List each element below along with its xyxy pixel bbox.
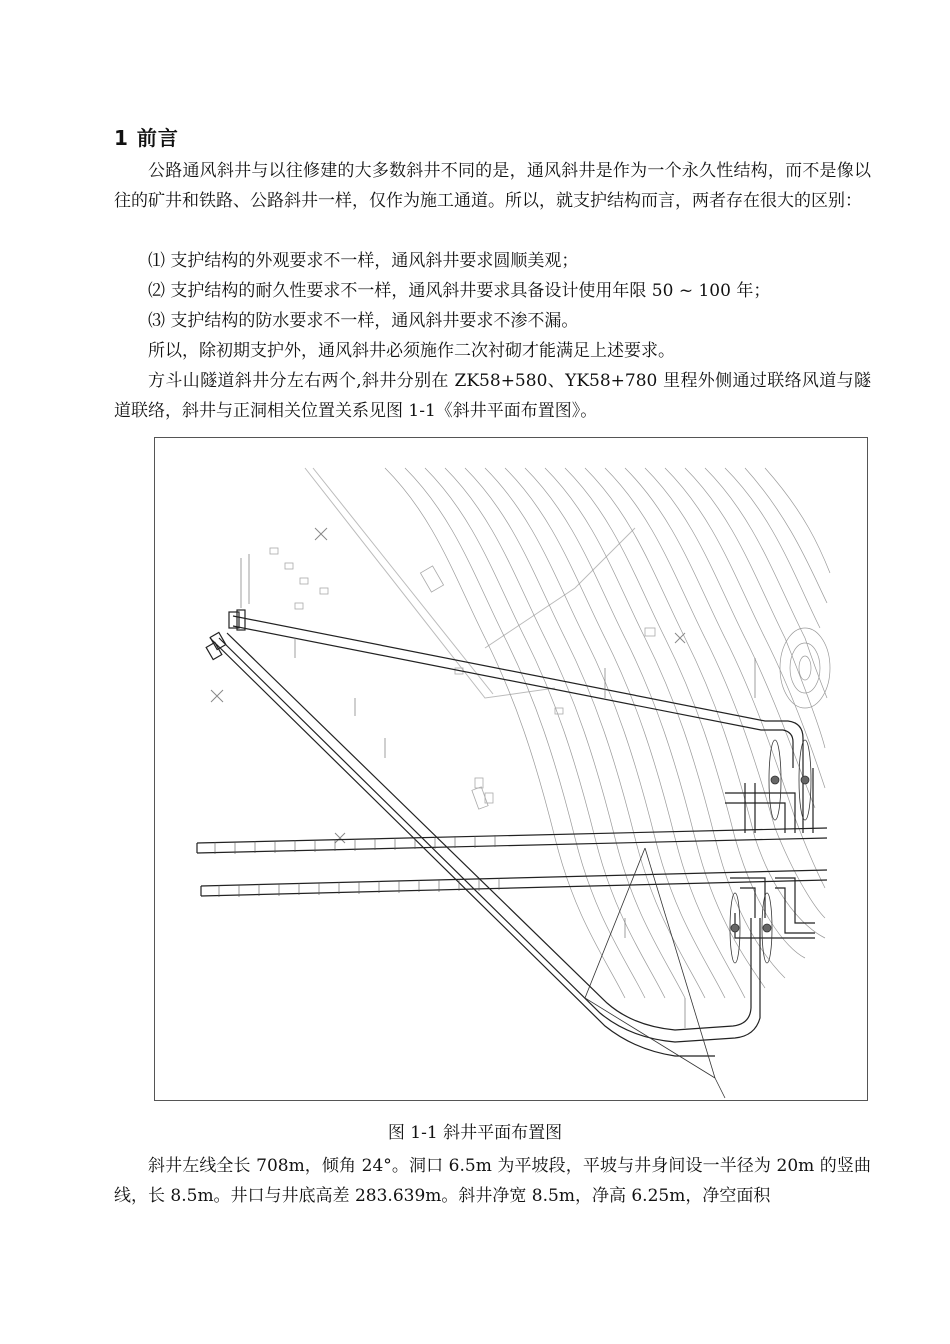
fan-stations	[730, 740, 811, 963]
conclusion-paragraph: 所以，除初期支护外，通风斜井必须施作二次衬砌才能满足上述要求。	[148, 341, 675, 361]
shaft-plan-drawing	[155, 438, 867, 1100]
shaft-description-paragraph: 斜井左线全长 708m，倾角 24°。洞口 6.5m 为平坡段，平坡与井身间设一半径为 20m 的竖曲线，长 8.5m。井口与井底高差 283.639m。斜井净宽 8.5m，净高 6.25m，净空面积	[114, 1156, 871, 1206]
list-item: ⑴ 支护结构的外观要求不一样，通风斜井要求圆顺美观；	[148, 251, 579, 271]
terrain-contours	[385, 468, 830, 998]
connecting-adits	[725, 768, 815, 938]
road-outline	[305, 468, 635, 698]
survey-markers	[211, 528, 685, 843]
right-inclined-shaft	[229, 610, 803, 768]
figure-caption: 图 1-1 斜井平面布置图	[387, 1123, 563, 1143]
list-item: ⑵ 支护结构的耐久性要求不一样，通风斜井要求具备设计使用年限 50 ~ 100 年；	[148, 281, 771, 301]
section-heading: 1 前言	[114, 126, 179, 150]
intro-paragraph: 公路通风斜井与以往修建的大多数斜井不同的是，通风斜井是作为一个永久性结构，而不是像以往的矿井和铁路、公路斜井一样，仅作为施工通道。所以，就支护结构而言，两者存在很大的区别：	[114, 161, 871, 211]
building-markers	[270, 548, 655, 809]
tunnel-ticks	[215, 835, 499, 897]
layout-paragraph: 方斗山隧道斜井分左右两个,斜井分别在 ZK58+580、YK58+780 里程外侧通过联络风道与隧道联络，斜井与正洞相关位置关系见图 1-1《斜井平面布置图》。	[114, 371, 871, 421]
main-tunnels	[197, 828, 827, 896]
shaft-plan-figure	[154, 437, 868, 1101]
list-item: ⑶ 支护结构的防水要求不一样，通风斜井要求不渗不漏。	[148, 311, 579, 331]
